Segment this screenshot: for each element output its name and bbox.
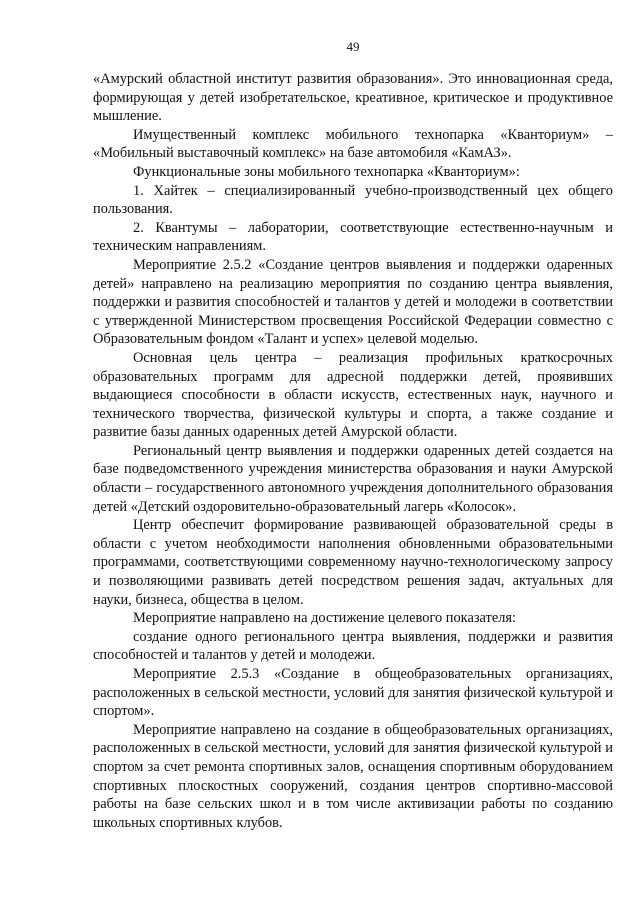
page-number: 49 [346, 39, 360, 54]
paragraph-7: Основная цель центра – реализация профильных краткосрочных образовательных программ для адресной поддержки детей, проявивших выдающиеся способности в области искусств, естественных наук, научного и технического творчества, физической культуры и спорта, а также создание и развитие базы данных одаренных детей Амурской области. [93, 349, 613, 441]
paragraph-2: Имущественный комплекс мобильного технопарка «Кванториум» – «Мобильный выставочный комплекс» на базе автомобиля «КамАЗ». [93, 126, 613, 162]
paragraph-13: Мероприятие направлено на создание в общеобразовательных организациях, расположенных в сельской местности, условий для занятия физической культурой и спортом за счет ремонта спортивных залов, оснащения спортивным оборудованием спортивных плоскостных сооружений, создания центров спортивно-массовой работы на базе сельских школ и в том числе активизации работы по созданию школьных спортивных клубов. [93, 721, 613, 831]
paragraph-8: Региональный центр выявления и поддержки одаренных детей создается на базе подведомственного учреждения министерства образования и науки Амурской области – государственного автономного учреждения дополнительного образования детей «Детский оздоровительно-образовательный лагерь «Колосок». [93, 442, 613, 515]
paragraph-1: «Амурский областной институт развития образования». Это инновационная среда, формирующая у детей изобретательское, креативное, критическое и продуктивное мышление. [93, 71, 613, 125]
paragraph-4: 1. Хайтек – специализированный учебно-производственный цех общего пользования. [93, 182, 613, 218]
paragraph-9: Центр обеспечит формирование развивающей образовательной среды в области с учетом необходимости наполнения обновленными образовательными программами, соответствующими современному научно-технологическому запросу и позволяющими развивать детей посредством решения задач, актуальных для науки, бизнеса, общества в целом. [93, 517, 613, 608]
paragraph-10: Мероприятие направлено на достижение целевого показателя: [133, 610, 517, 627]
paragraph-11: создание одного регионального центра выявления, поддержки и развития способностей и талантов у детей и молодежи. [93, 628, 613, 664]
paragraph-5: 2. Квантумы – лаборатории, соответствующие естественно-научным и техническим направлениям. [93, 219, 613, 255]
paragraph-3: Функциональные зоны мобильного технопарка «Кванториум»: [133, 163, 520, 180]
paragraph-12: Мероприятие 2.5.3 «Создание в общеобразовательных организациях, расположенных в сельской местности, условий для занятия физической культурой и спортом». [93, 666, 613, 720]
paragraph-6: Мероприятие 2.5.2 «Создание центров выявления и поддержки одаренных детей» направлено на реализацию мероприятия по созданию центра выявления, поддержки и развития способностей и талантов у детей и молодежи в соответствии с утвержденной Министерством просвещения Российской Федерации совместно с Образовательным фондом «Талант и успех» целевой моделью. [93, 256, 613, 348]
